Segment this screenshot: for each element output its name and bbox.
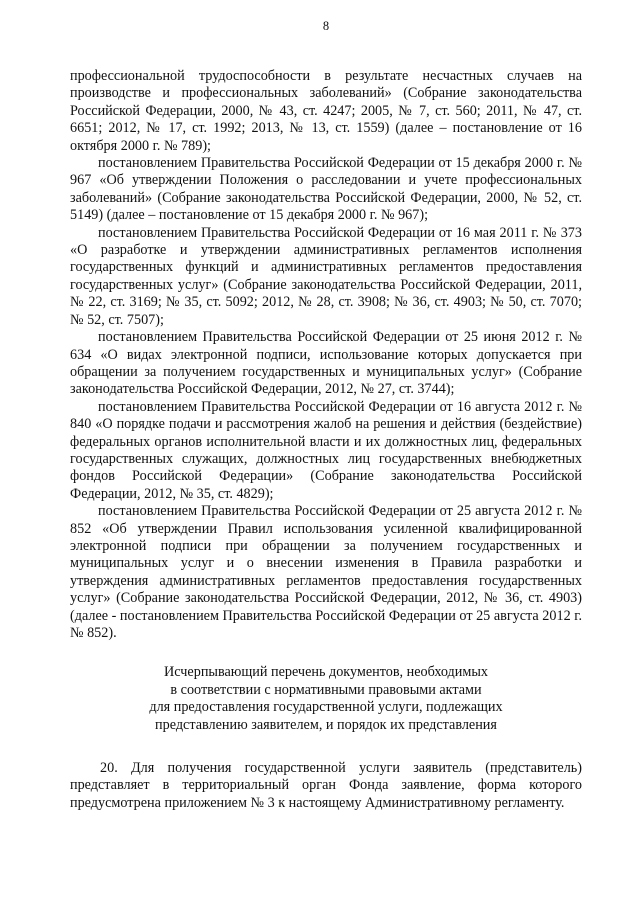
document-page bbox=[70, 18, 582, 812]
paragraph-resolution-373: постановлением Правительства Российской Федерации от 16 мая 2011 г. № 373 «О разработке и утверждении административных регламентов исполнения государственных функций и административных регламентов предоставления государственных услуг» (Собрание законодательства Российской Федерации, 2011, № 22, ст. 3169; № 35, ст. 5092; 2012, № 28, ст. 3908; № 36, ст. 4903; № 50, ст. 7070; № 52, ст. 7507); bbox=[70, 224, 582, 328]
paragraph-resolution-840: постановлением Правительства Российской Федерации от 16 августа 2012 г. № 840 «О порядке подачи и рассмотрения жалоб на решения и действия (бездействие) федеральных органов исполнительной власти и их должностных лиц, федеральных государственных служащих, должностных лиц государственных внебюджетных фондов Российской Федерации» (Собрание законодательства Российской Федерации, 2012, № 35, ст. 4829); bbox=[70, 398, 582, 502]
paragraph-continuation: профессиональной трудоспособности в результате несчастных случаев на производстве и профессиональных заболеваний» (Собрание законодательства Российской Федерации, 2000, № 43, ст. 4247; 2005, № 7, ст. 560; 2011, № 47, ст. 6651; 2012, № 17, ст. 1992; 2013, № 13, ст. 1559) (далее – постановление от 16 октября 2000 г. № 789); bbox=[70, 68, 582, 154]
section-heading-line: для предоставления государственной услуги, подлежащих bbox=[149, 699, 503, 716]
section-heading bbox=[70, 664, 582, 734]
section-heading-line: представлению заявителем, и порядок их представления bbox=[155, 716, 497, 733]
page-number: 8 bbox=[322, 19, 330, 33]
section-heading-line: Исчерпывающий перечень документов, необходимых bbox=[164, 664, 488, 681]
section-heading-line: в соответствии с нормативными правовыми актами bbox=[170, 681, 482, 698]
paragraph-resolution-967: постановлением Правительства Российской Федерации от 15 декабря 2000 г. № 967 «Об утверждении Положения о расследовании и учете профессиональных заболеваний» (Собрание законодательства Российской Федерации, 2000, № 52, ст. 5149) (далее – постановление от 15 декабря 2000 г. № 967); bbox=[70, 155, 582, 224]
paragraph-20: 20. Для получения государственной услуги заявитель (представитель) представляет в территориальный орган Фонда заявление, форма которого предусмотрена приложением № 3 к настоящему Административному регламенту. bbox=[70, 760, 582, 811]
paragraph-resolution-634: постановлением Правительства Российской Федерации от 25 июня 2012 г. № 634 «О видах электронной подписи, использование которых допускается при обращении за получением государственных и муниципальных услуг» (Собрание законодательства Российской Федерации, 2012, № 27, ст. 3744); bbox=[70, 329, 582, 398]
paragraph-resolution-852: постановлением Правительства Российской Федерации от 25 августа 2012 г. № 852 «Об утверждении Правил использования усиленной квалифицированной электронной подписи при обращении за получением государственных и муниципальных услуг и о внесении изменения в Правила разработки и утверждения административных регламентов предоставления государственных услуг» (Собрание законодательства Российской Федерации, 2012, № 36, ст. 4903) (далее - постановлением Правительства Российской Федерации от 25 августа 2012 г. № 852). bbox=[70, 503, 582, 641]
